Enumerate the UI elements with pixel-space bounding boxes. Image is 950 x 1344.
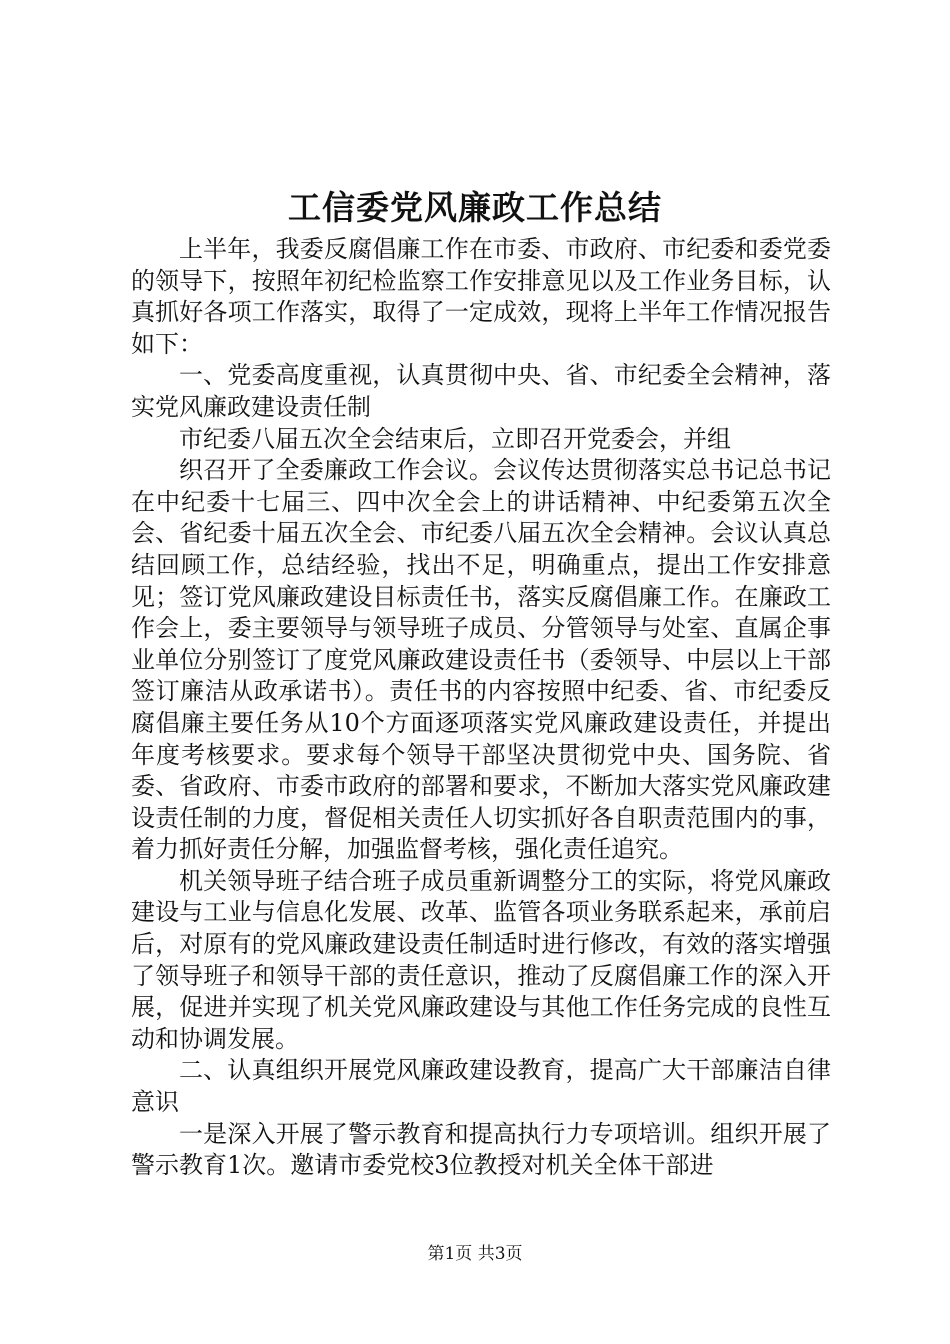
document-body bbox=[131, 234, 831, 1182]
section-heading-2: 二、认真组织开展党风廉政建设教育，提高广大干部廉洁自律意识 bbox=[131, 1056, 831, 1117]
section-heading-1: 一、党委高度重视，认真贯彻中央、省、市纪委全会精神，落实党风廉政建设责任制 bbox=[131, 361, 831, 421]
paragraph: 机关领导班子结合班子成员重新调整分工的实际，将党风廉政建设与工业与信息化发展、改革、监管各项业务联系起来，承前启后，对原有的党风廉政建设责任制适时进行修改，有效的落实增强了领导班子和领导干部的责任意识，推动了反腐倡廉工作的深入开展，促进并实现了机关党风廉政建设与其他工作任务完成的良性互动和协调发展。 bbox=[131, 866, 831, 1053]
paragraph-intro: 上半年，我委反腐倡廉工作在市委、市政府、市纪委和委党委的领导下，按照年初纪检监察工作安排意见以及工作业务目标，认真抓好各项工作落实，取得了一定成效，现将上半年工作情况报告如下： bbox=[131, 235, 831, 358]
paragraph: 一是深入开展了警示教育和提高执行力专项培训。组织开展了警示教育1次。邀请市委党校3位教授对机关全体干部进 bbox=[131, 1119, 831, 1180]
page-footer: 第1页 共3页 bbox=[427, 1244, 523, 1264]
document-title: 工信委党风廉政工作总结 bbox=[288, 188, 662, 227]
paragraph: 织召开了全委廉政工作会议。会议传达贯彻落实总书记总书记在中纪委十七届三、四中次全会上的讲话精神、中纪委第五次全会、省纪委十届五次全会、市纪委八届五次全会精神。会议认真总结回顾工作，总结经验，找出不足，明确重点，提出工作安排意见；签订党风廉政建设目标责任书，落实反腐倡廉工作。在廉政工作会上，委主要领导与领导班子成员、分管领导与处室、直属企事业单位分别签订了度党风廉政建设责任书（委领导、中层以上干部签订廉洁从政承诺书）。责任书的内容按照中纪委、省、市纪委反腐倡廉主要任务从10个方面逐项落实党风廉政建设责任，并提出年度考核要求。要求每个领导干部坚决贯彻党中央、国务院、省委、省政府、市委市政府的部署和要求，不断加大落实党风廉政建设责任制的力度，督促相关责任人切实抓好各自职责范围内的事，着力抓好责任分解，加强监督考核，强化责任追究。 bbox=[131, 456, 831, 864]
paragraph: 市纪委八届五次全会结束后，立即召开党委会，并组 bbox=[179, 424, 731, 453]
